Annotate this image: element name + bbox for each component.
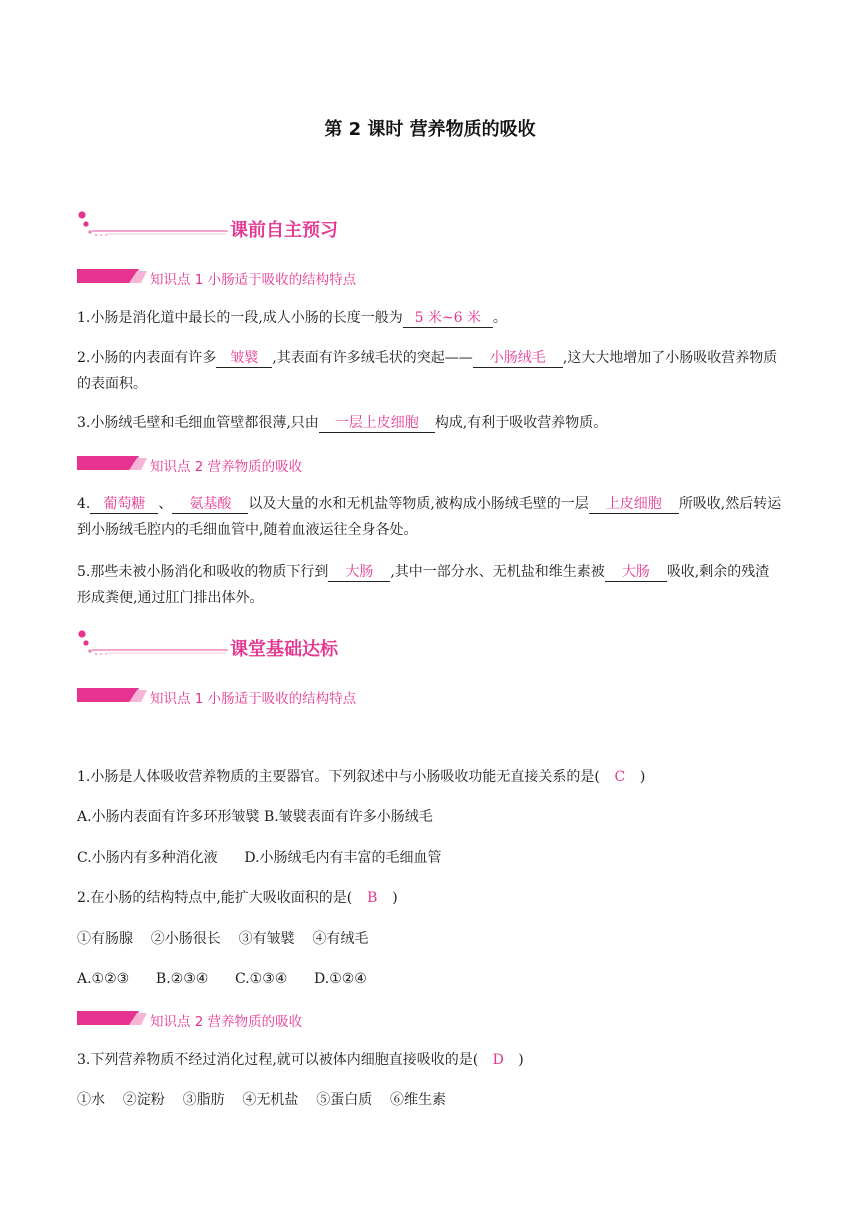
knowledge-point-label: 知识点 2 营养物质的吸收 (150, 1014, 303, 1030)
section-title: 课前自主预习 (230, 220, 338, 241)
section-header-practice (76, 630, 476, 670)
knowledge-point-label: 知识点 1 小肠适于吸收的结构特点 (150, 272, 357, 288)
question-text: 2.在小肠的结构特点中,能扩大吸收面积的是( (77, 890, 353, 906)
answer-blank: 葡萄糖 (90, 495, 158, 514)
question-text: 所吸收,然后转运到小肠绒毛腔内的毛细血管中,随着血液运往全身各处。 (77, 496, 782, 538)
question-text: 1.小肠是人体吸收营养物质的主要器官。下列叙述中与小肠吸收功能无直接关系的是( (77, 769, 600, 785)
question-text: ,这大大地增加了小肠吸收营养物质的表面积。 (77, 350, 778, 392)
answer: B (367, 890, 378, 906)
answer-blank: 上皮细胞 (589, 495, 679, 514)
question-text: ,其中一部分水、无机盐和维生素被 (390, 564, 605, 580)
question-text: 2.小肠的内表面有许多 (77, 350, 217, 366)
knowledge-point-header (77, 1010, 577, 1030)
preview-question-4 (77, 491, 782, 543)
knowledge-point-label: 知识点 1 小肠适于吸收的结构特点 (150, 691, 357, 707)
question-text: ) (392, 890, 398, 906)
question-text: 3.小肠绒毛壁和毛细血管壁都很薄,只由 (77, 415, 319, 431)
section-title: 课堂基础达标 (230, 639, 338, 660)
preview-question-2 (77, 345, 782, 397)
preview-question-5 (77, 559, 782, 611)
practice-question-3 (77, 1050, 524, 1070)
answer-blank: 小肠绒毛 (473, 349, 563, 368)
answer: C (614, 769, 626, 785)
question-text: ) (518, 1052, 524, 1068)
answer-blank: 5 米~6 米 (403, 309, 493, 328)
knowledge-bar-icon (77, 1011, 147, 1025)
question-text: 吸收,剩余的残渣形成粪便,通过肛门排出体外。 (77, 564, 770, 606)
answer-blank: 皱襞 (216, 349, 272, 368)
knowledge-bar-icon (77, 269, 147, 283)
option-line: A.①②③ B.②③④ C.①③④ D.①②④ (77, 971, 367, 987)
question-text: ) (639, 769, 646, 785)
question-text: 3.下列营养物质不经过消化过程,就可以被体内细胞直接吸收的是( (77, 1052, 479, 1068)
practice-question-1 (77, 767, 645, 787)
knowledge-point-header (77, 268, 577, 288)
question-text: 以及大量的水和无机盐等物质,被构成小肠绒毛壁的一层 (248, 496, 589, 512)
question-text: 1.小肠是消化道中最长的一段,成人小肠的长度一般为 (77, 310, 403, 326)
decorative-dots-icon (76, 630, 236, 670)
item-line: ①有肠腺 ②小肠很长 ③有皱襞 ④有绒毛 (77, 931, 369, 947)
question-text: 、 (158, 496, 173, 512)
preview-question-1 (77, 308, 507, 328)
question-text: 5.那些未被小肠消化和吸收的物质下行到 (77, 564, 329, 580)
question-text: 构成,有利于吸收营养物质。 (434, 415, 608, 431)
knowledge-point-header (77, 687, 577, 707)
option-line: C.小肠内有多种消化液 D.小肠绒毛内有丰富的毛细血管 (77, 850, 442, 866)
knowledge-point-label: 知识点 2 营养物质的吸收 (150, 459, 303, 475)
preview-question-3 (77, 413, 607, 433)
page-title: 第 2 课时 营养物质的吸收 (324, 119, 536, 140)
question-text: 4. (77, 496, 91, 512)
answer: D (492, 1052, 504, 1068)
decorative-dots-icon (76, 211, 236, 251)
knowledge-point-header (77, 455, 577, 475)
option-line: A.小肠内表面有许多环形皱襞 B.皱襞表面有许多小肠绒毛 (77, 809, 433, 825)
answer-blank: 大肠 (328, 563, 390, 582)
answer-blank: 大肠 (605, 563, 667, 582)
question-text: 。 (492, 310, 507, 326)
section-header-preview (76, 211, 476, 251)
knowledge-bar-icon (77, 456, 147, 470)
item-line: ①水 ②淀粉 ③脂肪 ④无机盐 ⑤蛋白质 ⑥维生素 (77, 1092, 447, 1108)
question-text: ,其表面有许多绒毛状的突起—— (272, 350, 473, 366)
answer-blank: 氨基酸 (172, 495, 248, 514)
practice-question-2 (77, 888, 398, 908)
answer-blank: 一层上皮细胞 (319, 414, 435, 433)
knowledge-bar-icon (77, 688, 147, 702)
